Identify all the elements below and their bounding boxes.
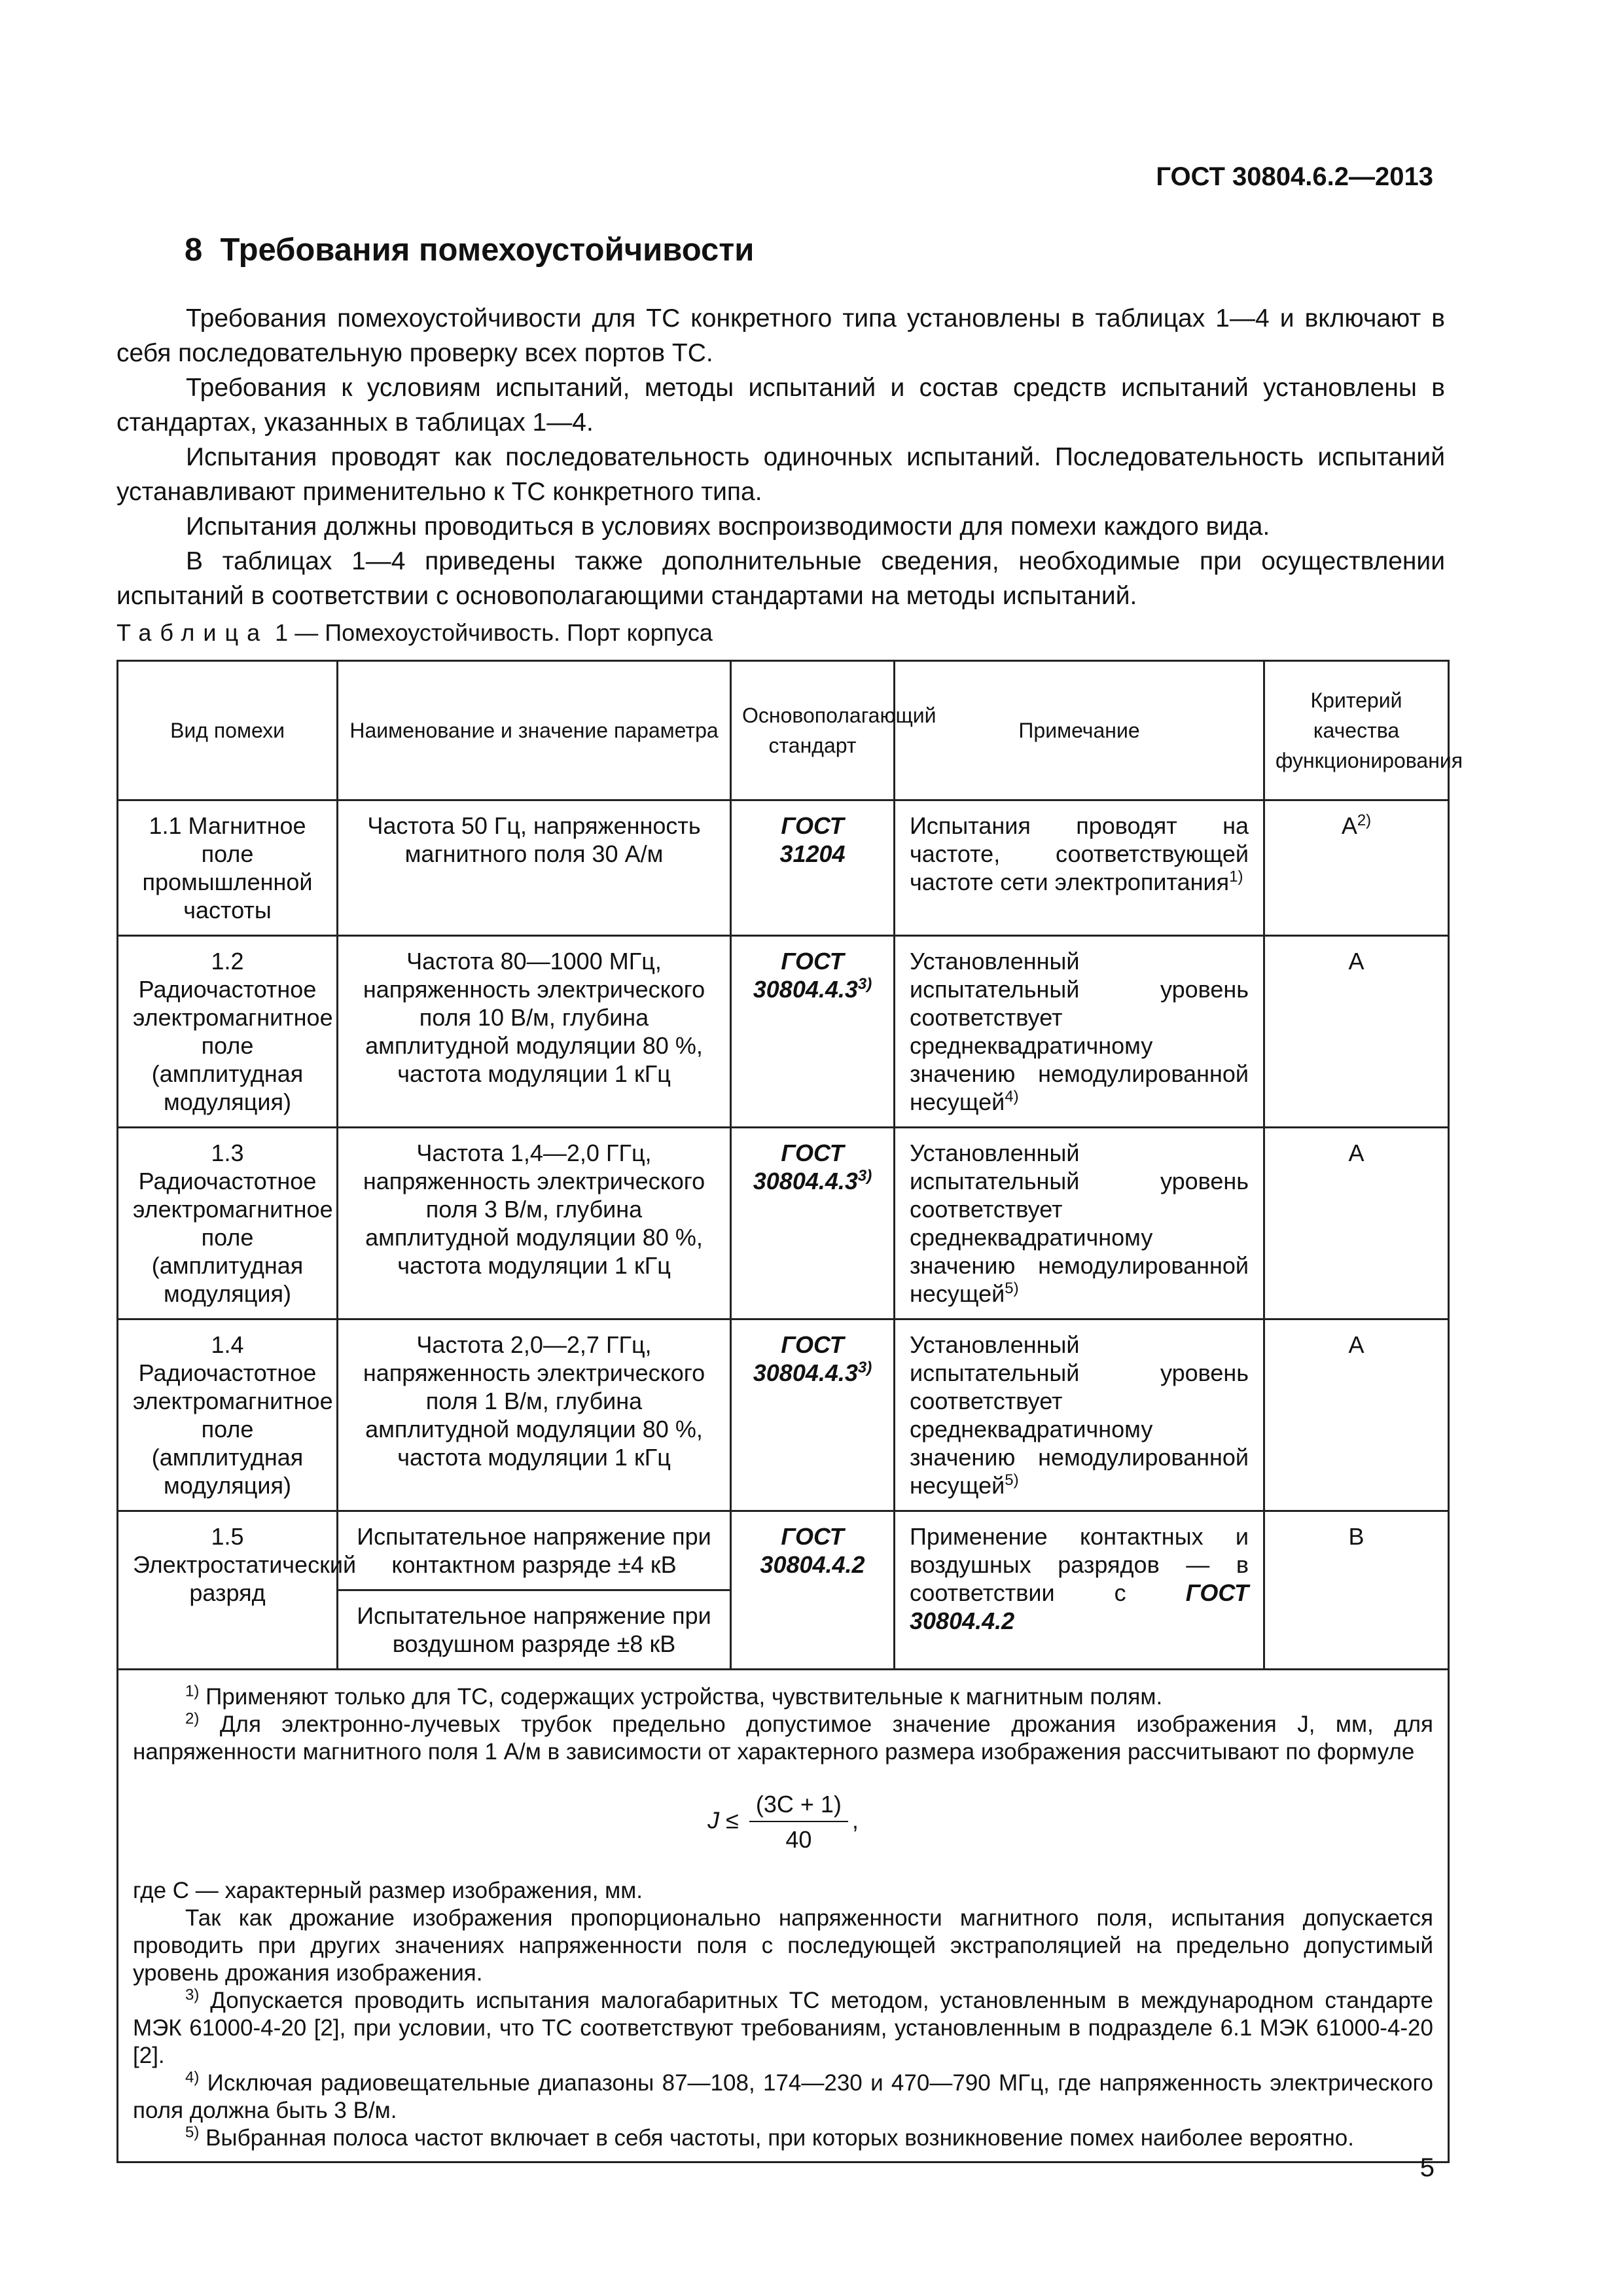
table-row bbox=[118, 1128, 1449, 1319]
cell-disturbance: 1.3 Радиочастотное электромагнитное поле (амплитудная модуляция) bbox=[118, 1128, 338, 1319]
cell-disturbance: 1.1 Магнитное поле промышленной частоты bbox=[118, 800, 338, 936]
section-body bbox=[116, 301, 1445, 613]
header-cell-criterion: Критерий качества функционирования bbox=[1264, 661, 1449, 800]
paragraph: Испытания проводят как последовательность одиночных испытаний. Последовательность испытаний устанавливают применительно к ТС конкретного типа. bbox=[116, 443, 1445, 506]
cell-disturbance: 1.2 Радиочастотное электромагнитное поле (амплитудная модуляция) bbox=[118, 936, 338, 1128]
cell-parameter: Частота 50 Гц, напряженность магнитного поля 30 А/м bbox=[338, 800, 731, 936]
cell-standard: ГОСТ 31204 bbox=[731, 800, 895, 936]
cell-note: Испытания проводят на частоте, соответствующей частоте сети электропитания$^{1)}$ bbox=[895, 800, 1264, 936]
paragraph: Требования помехоустойчивости для ТС конкретного типа установлены в таблицах 1—4 и включают в себя последовательную проверку всех портов ТС. bbox=[116, 304, 1445, 367]
footnote-ref: 3) bbox=[857, 1167, 872, 1185]
table-row bbox=[118, 800, 1449, 936]
footnote-ref: 3) bbox=[857, 1359, 872, 1376]
page-number: 5 bbox=[1419, 2153, 1435, 2182]
immunity-table bbox=[116, 660, 1463, 2163]
footnote-ref: 5) bbox=[1005, 1280, 1019, 1297]
paragraph: В таблицах 1—4 приведены также дополнительные сведения, необходимые при осуществлении испытаний в соответствии с основополагающими стандартами на методы испытаний. bbox=[116, 547, 1445, 610]
cell-parameter: Частота 2,0—2,7 ГГц, напряженность электрического поля 1 В/м, глубина амплитудной модуляции 80 %, частота модуляции 1 кГц bbox=[338, 1319, 731, 1511]
standard-reference: ГОСТ 30804.4.2 bbox=[910, 1579, 1249, 1634]
header-cell-standard: Основополагающий стандарт bbox=[731, 661, 895, 800]
table-header-row bbox=[118, 661, 1449, 800]
formula: J ≤ $\frac{(3C + 1)}{40}$ , bbox=[707, 1791, 859, 1853]
header-cell-note: Примечание bbox=[895, 661, 1264, 800]
cell-note: Применение контактных и воздушных разрядов — в соответствии с ГОСТ 30804.4.2 bbox=[895, 1511, 1264, 1670]
footnote: $^{4)}$ Исключая радиовещательные диапазоны 87—108, 174—230 и 470—790 МГц, где напряженность электрического поля должна быть 3 В/м. bbox=[133, 2068, 1433, 2123]
cell-criterion: А bbox=[1264, 936, 1449, 1128]
cell-standard: ГОСТ 30804.4.3$^{3)}$ bbox=[731, 936, 895, 1128]
paragraph: Испытания должны проводиться в условиях воспроизводимости для помехи каждого вида. bbox=[186, 512, 1270, 541]
footnote-ref: 2) bbox=[1357, 812, 1372, 829]
document-id-header: ГОСТ 30804.6.2—2013 bbox=[1156, 162, 1433, 191]
table-footnotes bbox=[118, 1670, 1449, 2162]
cell-standard: ГОСТ 30804.4.2 bbox=[731, 1511, 895, 1670]
cell-standard: ГОСТ 30804.4.3$^{3)}$ bbox=[731, 1319, 895, 1511]
footnote-ref: 4) bbox=[1005, 1088, 1019, 1105]
footnote-text: где C — характерный размер изображения, мм. bbox=[133, 1878, 643, 1903]
cell-standard: ГОСТ 30804.4.3$^{3)}$ bbox=[731, 1128, 895, 1319]
cell-disturbance: 1.4 Радиочастотное электромагнитное поле (амплитудная модуляция) bbox=[118, 1319, 338, 1511]
table-row bbox=[118, 936, 1449, 1128]
cell-criterion: В bbox=[1264, 1511, 1449, 1670]
table-row bbox=[118, 1319, 1449, 1511]
footnote-text: Так как дрожание изображения пропорционально напряженности магнитного поля, испытания допускается проводить при других значениях напряженности поля с последующей экстраполяцией на предельно допустимый уровень дрожания изображения. bbox=[133, 1905, 1433, 1986]
table-row bbox=[118, 1511, 1449, 1590]
cell-note: Установленный испытательный уровень соответствует среднеквадратичному значению немодулированной несущей$^{5)}$ bbox=[895, 1319, 1264, 1511]
cell-criterion: А bbox=[1264, 1319, 1449, 1511]
cell-parameter: Испытательное напряжение при контактном разряде ±4 кВ bbox=[338, 1511, 731, 1590]
paragraph: Требования к условиям испытаний, методы испытаний и состав средств испытаний установлены в стандартах, указанных в таблицах 1—4. bbox=[116, 374, 1445, 437]
footnote: $^{2)}$ Для электронно-лучевых трубок предельно допустимое значение дрожания изображения J, мм, для напряженности магнитного поля 1 А/м в зависимости от характерного размера изображения рассчитывают по формуле bbox=[133, 1710, 1433, 1765]
section-title bbox=[185, 232, 754, 268]
cell-criterion: $А^{2)}$ bbox=[1264, 800, 1449, 936]
cell-parameter: Частота 1,4—2,0 ГГц, напряженность электрического поля 3 В/м, глубина амплитудной модуляции 80 %, частота модуляции 1 кГц bbox=[338, 1128, 731, 1319]
cell-note: Установленный испытательный уровень соответствует среднеквадратичному значению немодулированной несущей$^{4)}$ bbox=[895, 936, 1264, 1128]
section-title-text: Требования помехоустойчивости bbox=[220, 232, 755, 268]
footnote: $^{1)}$ Применяют только для ТС, содержащих устройства, чувствительные к магнитным полям. bbox=[185, 1682, 1163, 1710]
footnote: $^{5)}$ Выбранная полоса частот включает в себя частоты, при которых возникновение помех наиболее вероятно. bbox=[185, 2123, 1354, 2151]
cell-parameter: Испытательное напряжение при воздушном разряде ±8 кВ bbox=[338, 1590, 731, 1670]
cell-note: Установленный испытательный уровень соответствует среднеквадратичному значению немодулированной несущей$^{5)}$ bbox=[895, 1128, 1264, 1319]
cell-parameter: Частота 80—1000 МГц, напряженность электрического поля 10 В/м, глубина амплитудной модуляции 80 %, частота модуляции 1 кГц bbox=[338, 936, 731, 1128]
footnote-ref: 3) bbox=[857, 975, 872, 993]
table-caption bbox=[116, 619, 713, 647]
section-number: 8 bbox=[185, 232, 203, 268]
table-caption-text: 1 — Помехоустойчивость. Порт корпуса bbox=[275, 619, 713, 646]
footnote-ref: 1) bbox=[1229, 868, 1243, 886]
header-cell-disturbance: Вид помехи bbox=[118, 661, 338, 800]
footnote-ref: 5) bbox=[1005, 1471, 1019, 1489]
header-cell-parameter: Наименование и значение параметра bbox=[338, 661, 731, 800]
footnotes-row bbox=[118, 1670, 1449, 2162]
cell-criterion: А bbox=[1264, 1128, 1449, 1319]
footnote: $^{3)}$ Допускается проводить испытания малогабаритных ТС методом, установленным в международном стандарте МЭК 61000-4-20 [2], при условии, что ТС соответствуют требованиям, установленным в подразделе 6.1 МЭК 61000-4-20 [2]. bbox=[133, 1986, 1433, 2068]
formula-fraction: $\frac{(3C + 1)}{40}$ bbox=[749, 1791, 848, 1854]
cell-disturbance: 1.5 Электростатический разряд bbox=[118, 1511, 338, 1670]
table-caption-word: Таблица bbox=[116, 619, 269, 646]
